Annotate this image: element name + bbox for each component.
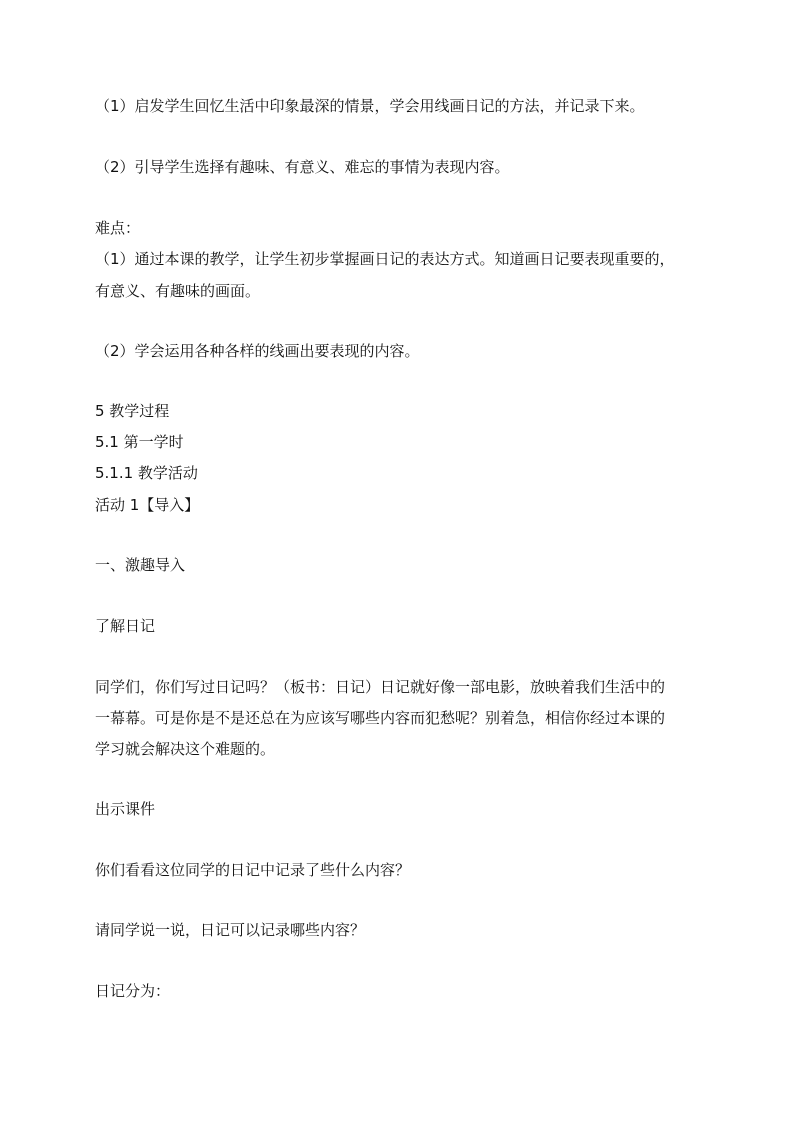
activity-1-heading: 活动 1【导入】 [95,496,200,514]
objective-2-text: （2）引导学生选择有趣味、有意义、难忘的事情为表现内容。 [95,158,510,176]
paragraph-diary-types: 日记分为： [95,982,171,1000]
paragraph-question-1: 你们看看这位同学的日记中记录了些什么内容？ [95,861,411,879]
paragraph-understand-diary: 了解日记 [95,617,156,635]
paragraph-intro-line-3: 学习就会解决这个难题的。 [95,740,276,758]
paragraph-question-2: 请同学说一说，日记可以记录哪些内容？ [95,921,366,939]
paragraph-show-courseware: 出示课件 [95,800,156,818]
intro-heading: 一、激趣导入 [95,556,186,574]
paragraph-intro-line-2: 一幕幕。可是你是不是还总在为应该写哪些内容而犯愁呢？别着急，相信你经过本课的 [95,709,666,727]
difficulty-2-text: （2）学会运用各种各样的线画出要表现的内容。 [95,342,420,360]
paragraph-intro-line-1: 同学们，你们写过日记吗？（板书：日记）日记就好像一部电影，放映着我们生活中的 [95,678,666,696]
section-heading-teaching-activities: 5.1.1 教学活动 [95,464,198,482]
difficulty-1-text: （1）通过本课的教学，让学生初步掌握画日记的表达方式。知道画日记要表现重要的， [95,250,675,268]
difficulty-heading: 难点： [95,219,141,237]
section-heading-first-period: 5.1 第一学时 [95,433,184,451]
difficulty-1-text-cont: 有意义、有趣味的画面。 [95,282,261,300]
section-heading-teaching-process: 5 教学过程 [95,402,170,420]
objective-1-text: （1）启发学生回忆生活中印象最深的情景，学会用线画日记的方法，并记录下来。 [95,97,645,115]
